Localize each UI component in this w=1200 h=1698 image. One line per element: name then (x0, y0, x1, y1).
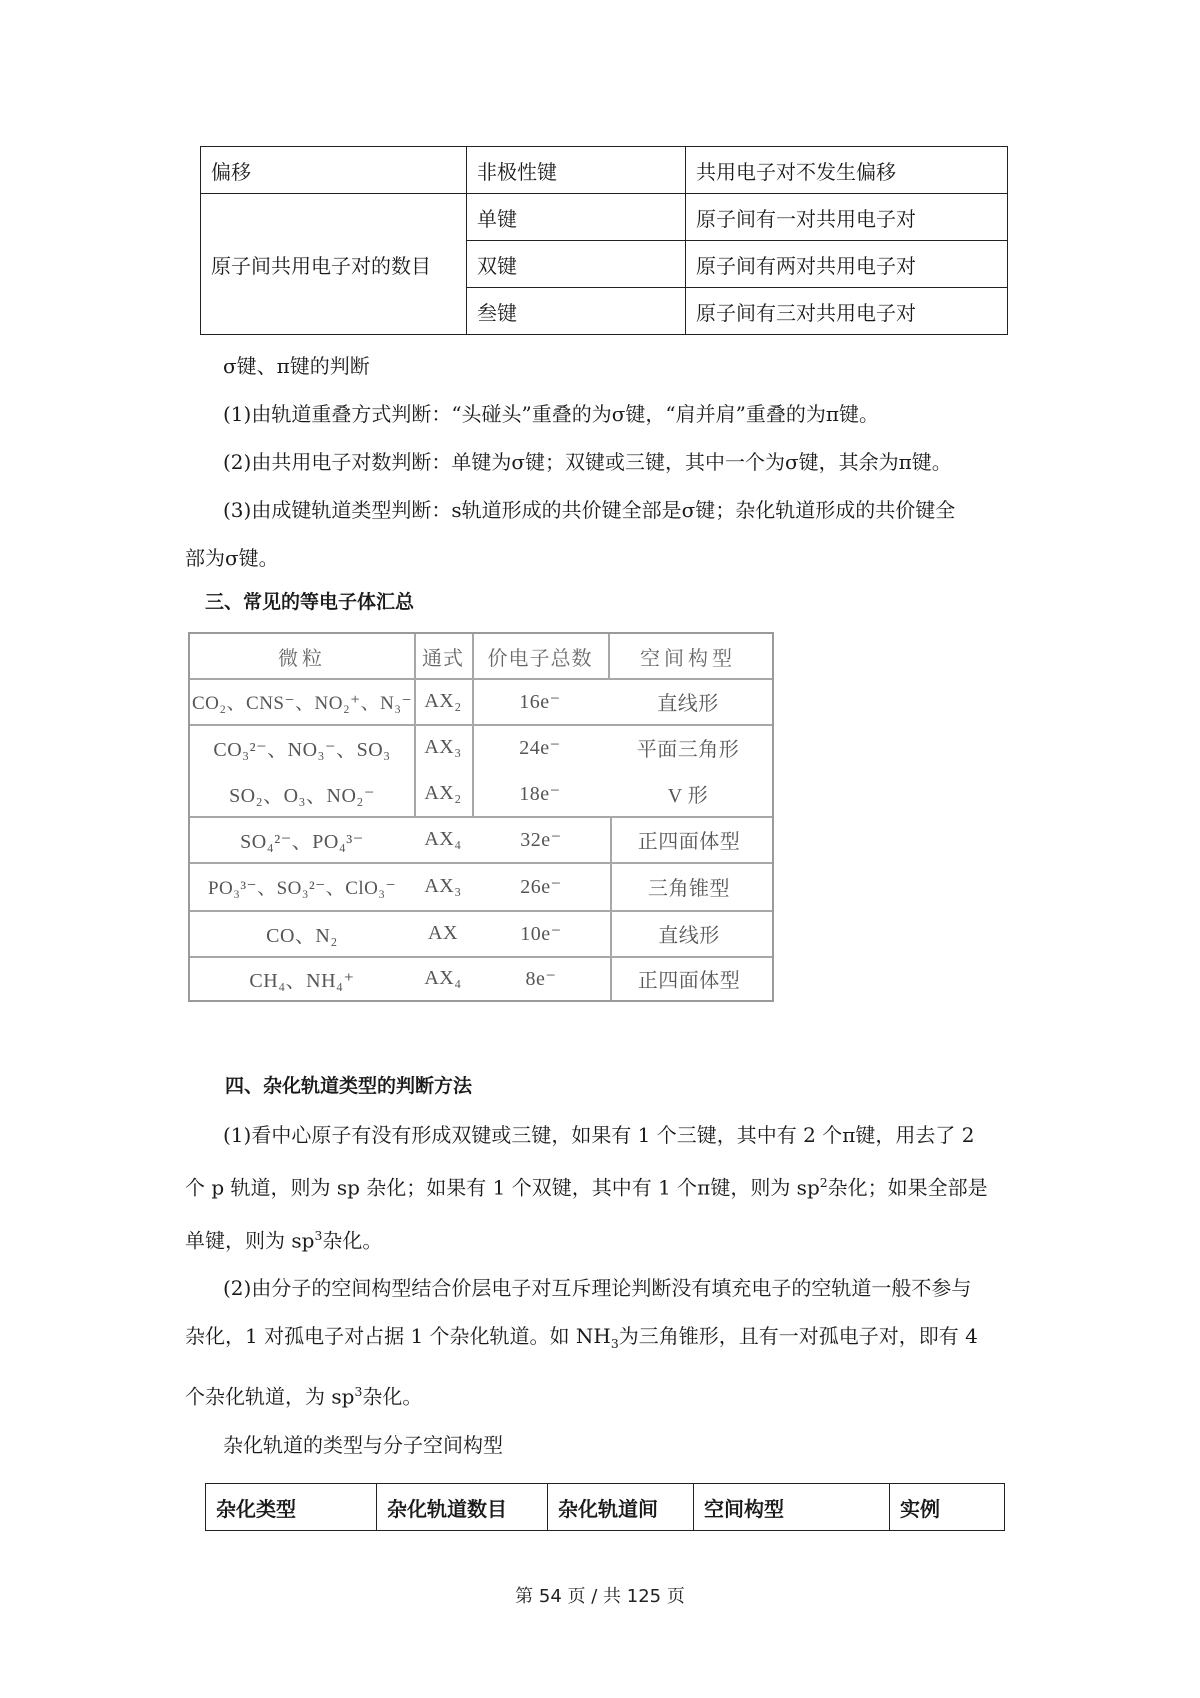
shape-cell: V 形 (667, 784, 709, 807)
sigma-pi-section (185, 342, 1015, 582)
paragraph: 个 p 轨道，则为 sp 杂化；如果有 1 个双键，其中有 1 个π键，则为 $sp^2$杂化；如果全部是 (185, 1175, 988, 1200)
paragraph: 个杂化轨道，为 $sp^3$杂化。 (185, 1384, 423, 1409)
isoelectronic-table-image (188, 632, 774, 1002)
hybridization-section (185, 1111, 1015, 1469)
table-row (190, 910, 772, 956)
paragraph: (1)看中心原子有没有形成双键或三键，如果有 1 个三键，其中有 2 个π键，用去了 2 (223, 1123, 975, 1147)
paragraph: (3)由成键轨道类型判断：s轨道形成的共价键全部是σ键；杂化轨道形成的共价键全 (223, 498, 956, 522)
header-cell: 杂化轨道间 (548, 1484, 694, 1531)
header-cell: 微粒 (278, 647, 326, 670)
header-cell: 实例 (890, 1484, 1005, 1531)
electrons-cell: 8e⁻ (525, 967, 557, 990)
table-cell: 单键 (467, 194, 686, 241)
paragraph: 单键，则为 $sp^3$杂化。 (185, 1227, 383, 1253)
formula-cell: AX₄ (424, 966, 462, 989)
table-cell: 原子间有两对共用电子对 (686, 241, 1008, 288)
electrons-cell: 18e⁻ (519, 782, 561, 805)
header-cell: 杂化类型 (206, 1484, 377, 1531)
formula-cell: AX₄ (424, 827, 462, 850)
shape-cell: 直线形 (658, 924, 720, 947)
table-row (190, 862, 772, 910)
electrons-cell: 10e⁻ (520, 922, 562, 945)
table-row (201, 147, 1008, 194)
electrons-cell: 26e⁻ (520, 875, 562, 898)
table-row (190, 770, 772, 816)
table-header-row (190, 634, 772, 678)
formula-cell: AX (428, 921, 458, 944)
table-row (190, 724, 772, 770)
paragraph: (1)由轨道重叠方式判断：“头碰头”重叠的为σ键，“肩并肩”重叠的为π键。 (223, 402, 880, 426)
table-row (201, 194, 1008, 241)
page-footer: 第 54 页 / 共 125 页 (515, 1586, 685, 1607)
particle-cell: SO₄²⁻、PO₄³⁻ (240, 830, 364, 853)
shape-cell: 平面三角形 (636, 738, 740, 761)
table-row (190, 816, 772, 862)
formula-cell: AX₃ (424, 874, 462, 897)
table-row (190, 678, 772, 724)
header-cell: 空间构型 (640, 647, 736, 670)
electrons-cell: 16e⁻ (519, 690, 561, 713)
electrons-cell: 32e⁻ (520, 828, 562, 851)
table-cell: 偏移 (201, 147, 467, 194)
table-cell: 双键 (467, 241, 686, 288)
header-cell: 价电子总数 (487, 647, 593, 670)
shape-cell: 直线形 (657, 692, 719, 715)
shape-cell: 正四面体型 (637, 969, 741, 992)
particle-cell: CO、N₂ (266, 924, 338, 947)
table-cell: 非极性键 (467, 147, 686, 194)
table-cell: 原子间共用电子对的数目 (201, 194, 467, 335)
particle-cell: SO₂、O₃、NO₂⁻ (229, 784, 375, 807)
paragraph: (2)由共用电子对数判断：单键为σ键；双键或三键，其中一个为σ键，其余为π键。 (223, 450, 952, 474)
particle-cell: CH₄、NH₄⁺ (249, 969, 355, 992)
table-cell: 原子间有一对共用电子对 (686, 194, 1008, 241)
hybridization-table (205, 1483, 1005, 1531)
particle-cell: CO₃²⁻、NO₃⁻、SO₃ (213, 738, 391, 761)
table-row (190, 956, 772, 1000)
paragraph: 部为σ键。 (185, 546, 279, 570)
section-heading: 四、杂化轨道类型的判断方法 (225, 1075, 473, 1097)
table-cell: 叁键 (467, 288, 686, 335)
electrons-cell: 24e⁻ (519, 736, 561, 759)
table-cell: 共用电子对不发生偏移 (686, 147, 1008, 194)
header-cell: 杂化轨道数目 (377, 1484, 548, 1531)
section-title: σ键、π键的判断 (223, 354, 370, 378)
header-cell: 空间构型 (694, 1484, 890, 1531)
paragraph: 杂化，1 对孤电子对占据 1 个杂化轨道。如 $NH_3$为三角锥形，且有一对孤电子对，即有 4 (185, 1324, 978, 1352)
header-cell: 通式 (422, 647, 464, 670)
shape-cell: 三角锥型 (648, 877, 730, 900)
table-header-row (206, 1484, 1005, 1531)
shape-cell: 正四面体型 (637, 830, 741, 853)
particle-cell: CO₂、CNS⁻、NO₂⁺、N₃⁻ (192, 692, 412, 714)
table-cell: 原子间有三对共用电子对 (686, 288, 1008, 335)
formula-cell: AX₂ (424, 689, 462, 712)
bond-classification-table (200, 146, 1008, 335)
table-caption: 杂化轨道的类型与分子空间构型 (223, 1432, 503, 1457)
paragraph: (2)由分子的空间构型结合价层电子对互斥理论判断没有填充电子的空轨道一般不参与 (223, 1276, 972, 1301)
formula-cell: AX₂ (424, 781, 462, 804)
formula-cell: AX₃ (424, 735, 462, 758)
particle-cell: PO₃³⁻、SO₃²⁻、ClO₃⁻ (207, 877, 397, 899)
section-heading: 三、常见的等电子体汇总 (205, 591, 415, 613)
